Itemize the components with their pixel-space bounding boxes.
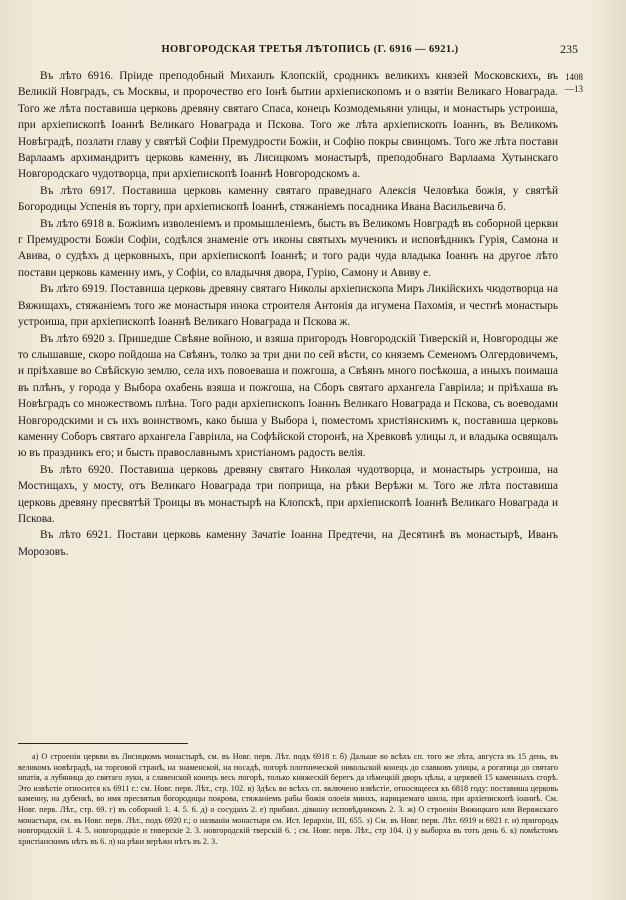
- footnote-separator: [18, 743, 188, 744]
- entry-6920-swedes: Въ лѣто 6920 з. Пришедше Свѣяне войною, и взяша пригородъ Новгородскiй Тиверскiй и, Новгородцы же то слышавше, скоро пойдоша на Свѣянъ, толко за три дни по сей вѣсти, со княземъ Семеномъ Олгердовичемъ, и прiѣхавше во Свѣйскую землю, села ихъ повоеваша и пожгоша, а Свѣянъ много посѣкоша, а иныхъ поимаша въ плѣнъ, у города у Выбора охабень взяша и пожгоша, на Сборъ святаго архангела Гаврiила; и прiѣхаша въ Новѣградъ со множествомъ плѣна. Того ради архiепископъ Iоаннъ Великаго Новаграда и Пскова, съ воеводами Новгородскими и съ ихъ воинствомъ, како быша у Выбора i, поместомъ христiянскимъ к, поставиша церковь каменну Соборъ святаго архангела Гаврiила, на Софѣйской сторонѣ, на Хревковѣ улицы л, и владыка освящалъ ю въ праздникъ его; и бысть православнымъ христiаномъ радость велiя.: [18, 332, 558, 460]
- margin-year-start: 1408: [565, 72, 583, 82]
- margin-year-range: [565, 71, 583, 95]
- footnotes: [18, 752, 558, 847]
- page-number: 235: [560, 42, 578, 56]
- entry-6916: Въ лѣто 6916. Прiиде преподобный Михаилъ Клопскiй, сродникъ великихъ князей Московскихъ, въ Великiй Новградъ, съ Москвы, и пророчество его Iонѣ бытии архiепископомъ и о взятiи Великаго Новаграда. Того же лѣта поставиша церковь древяну святаго Спаса, конецъ Козмодемьяни улицы, и монастырь устроиша, при архiепископѣ Iоаннѣ Великаго Новаграда и Пскова. Того же лѣта архiепископъ Iоаннъ, въ Великомъ Новѣградѣ, позлати главу у святѣй Софiи Премудрости Божiи, и Софiю покры свинцомъ. Того же лѣта постави Варлаамъ архимандритъ церковь каменну, въ Лисицкомъ монастырѣ, преподобнаго Варлаама Хутынскаго Новгородскаго чудотворца, при архiепископѣ Iоаннѣ Новгородскомъ а.: [18, 70, 558, 181]
- running-title: НОВГОРОДСКАЯ ТРЕТЬЯ ЛѢТОПИСЬ (Г. 6916 — 6921.): [161, 44, 459, 55]
- entry-6917: Въ лѣто 6917. Поставиша церковь каменну святаго праведнаго Алексiя Человѣка божiя, у святѣй Богородицы Успенiя въ торгу, при архiепископѣ Iоаннѣ, стяжанiемъ посадника Ивана Васильевича б.: [18, 184, 558, 214]
- entry-6918: Въ лѣто 6918 в. Божiимъ изволенiемъ и промышленiемъ, бысть въ Великомъ Новградѣ въ соборной церкви г Премудрости Божiи Софiи, содѣлся знаменiе отъ иконы святыхъ мученикъ и исповѣдникъ Гурiя, Самона и Авива, о судѣхъ д церковныхъ, при архiепископѣ Iоаннѣ; и того ради чуда владыка Iоаннъ на другое лѣто постави церковь каменну имъ, у Софiи, со владычня двора, Гурiю, Самону и Авиву е.: [18, 217, 558, 279]
- footnote-block: а) О строенiи церкви въ Лисицкомъ монастырѣ, см. въ Новг. перв. Лѣт. подъ 6918 г. б) Дальше во всѣхъ сп. того же лѣта, августа въ 15 день, въ великомъ новѣградѣ, на торговой странѣ, на знаменской, на посадѣ, погорѣ плотнической никольской конецъ до славковъ улицы, а рогатица до святаго ипатiя, а лубяница до святаго луки, а славенской конецъ весь погорѣ, только княжескiй берегъ да нѣмецкiй дворъ цѣлы, а церквей 15 каменныхъ сгорѣ. Это извѣстiе относится къ 6911 г.: см. Новг. перв. Лѣт., стр. 102. в) Здѣсь во всѣхъ сп. включено извѣстiе, относящееся къ 6818 году: поставиша церковь каменну, на дубенкѣ, во имя пресвятыя богородицы покрова, стяжанiемъ рабы божiя олоеiя минхъ, нарицаемаго шила, при архiепископѣ iоаннѣ. См. Новг. перв. Лѣт., стр. 69. г) въ соборной 1. 4. 5. 6. д) о сосудахъ 2. е) прибавл. дiвкону исповѣдникомъ 2. 3. ж) О строенiи Вяжицкаго или Веряжскаго монастыря, см. въ Новг. перв. Лѣт., подъ 6920 г.; о названiи монастыря см. Ист. Iерархiи, III, 655. з) См. въ Новг. перв. Лѣт. 6919 и 6921 г. и) пригородъ новгородскiй 1. 4. 5. новгородцкiе и тиверскiе 2. 3. новгородскiй тверскiй 6. ; см. Новг. перв. Лѣт., стр 104. i) у выборха въ тотъ день 6. к) помѣстомъ христiанскимъ нѣтъ въ 6. л) на рѣки верѣжи нѣтъ въ 2. 3.: [18, 752, 558, 846]
- entry-6920-churches: Въ лѣто 6920. Поставиша церковь древяну святаго Николая чудотворца, и монастырь устроиша, на Мостищахъ, у мосту, отъ Великаго Новаграда три поприща, на рѣки Верѣжи м. Того же лѣта поставиша церковь древяну пресвятѣй Троицы въ монастырѣ на Клопскѣ, при архiепископѣ Iоаннѣ Великаго Новаграда и Пскова.: [18, 463, 558, 525]
- margin-year-end: —13: [565, 84, 583, 94]
- entry-6921: Въ лѣто 6921. Постави церковь каменну Зачатiе Iоанна Предтечи, на Десятинѣ въ монастырѣ, Иванъ Морозовъ.: [18, 529, 558, 558]
- chronicle-text: [18, 68, 558, 560]
- entry-6919: Въ лѣто 6919. Поставиша церковь древяну святаго Николы архiепископа Миръ Ликiйскихъ чюдотворца на Вяжищахъ, стяжанiемъ того же монастыря инока строителя Антонiя да игумена Пахомiя, и честнѣ монастырь устроиша, при архiепископѣ Iоаннѣ Великаго Новаграда и Пскова ж.: [18, 283, 558, 329]
